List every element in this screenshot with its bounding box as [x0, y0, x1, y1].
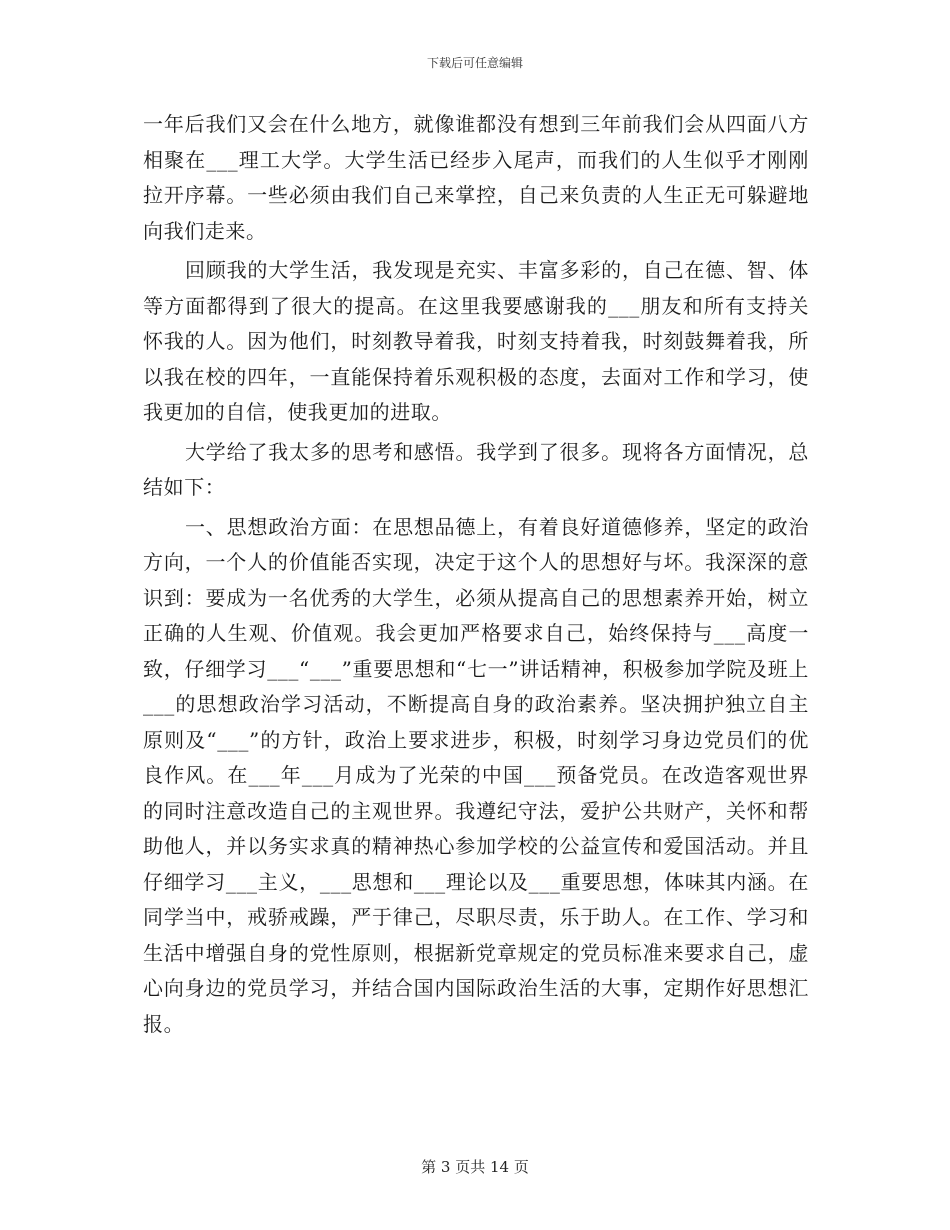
header-note: 下载后可任意编辑	[426, 56, 523, 70]
document-body	[143, 107, 809, 1046]
page-number: 第 3 页共 14 页	[421, 1158, 529, 1176]
paragraph-review: 回顾我的大学生活，我发现是充实、丰富多彩的，自己在德、智、体等方面都得到了很大的提高。在这里我要感谢我的___朋友和所有支持关怀我的人。因为他们，时刻教导着我，时刻支持着我，时刻鼓舞着我，所以我在校的四年，一直能保持着乐观积极的态度，去面对工作和学习，使我更加的自信，使我更加的进取。	[143, 258, 809, 424]
paragraph-political-thought: 一、思想政治方面：在思想品德上，有着良好道德修养，坚定的政治方向，一个人的价值能否实现，决定于这个人的思想好与坏。我深深的意识到：要成为一名优秀的大学生，必须从提高自己的思想素养开始，树立正确的人生观、价值观。我会更加严格要求自己，始终保持与___高度一致，仔细学习___“___”重要思想和“七一”讲话精神，积极参加学院及班上___的思想政治学习活动，不断提高自身的政治素养。坚决拥护独立自主原则及“___”的方针，政治上要求进步，积极，时刻学习身边党员们的优良作风。在___年___月成为了光荣的中国___预备党员。在改造客观世界的同时注意改造自己的主观世界。我遵纪守法，爱护公共财产，关怀和帮助他人，并以务实求真的精神热心参加学校的公益宣传和爱国活动。并且仔细学习___主义，___思想和___理论以及___重要思想，体味其内涵。在同学当中，戒骄戒躁，严于律己，尽职尽责，乐于助人。在工作、学习和生活中增强自身的党性原则，根据新党章规定的党员标准来要求自己，虚心向身边的党员学习，并结合国内国际政治生活的大事，定期作好思想汇报。	[143, 514, 809, 1036]
paragraph-summary-lead: 大学给了我太多的思考和感悟。我学到了很多。现将各方面情况，总结如下：	[143, 439, 809, 499]
page-header	[0, 54, 950, 71]
paragraph-intro: 一年后我们又会在什么地方，就像谁都没有想到三年前我们会从四面八方相聚在___理工大学。大学生活已经步入尾声，而我们的人生似乎才刚刚拉开序幕。一些必须由我们自己来掌控，自己来负责的人生正无可躲避地向我们走来。	[143, 112, 809, 243]
page-footer	[0, 1156, 950, 1177]
